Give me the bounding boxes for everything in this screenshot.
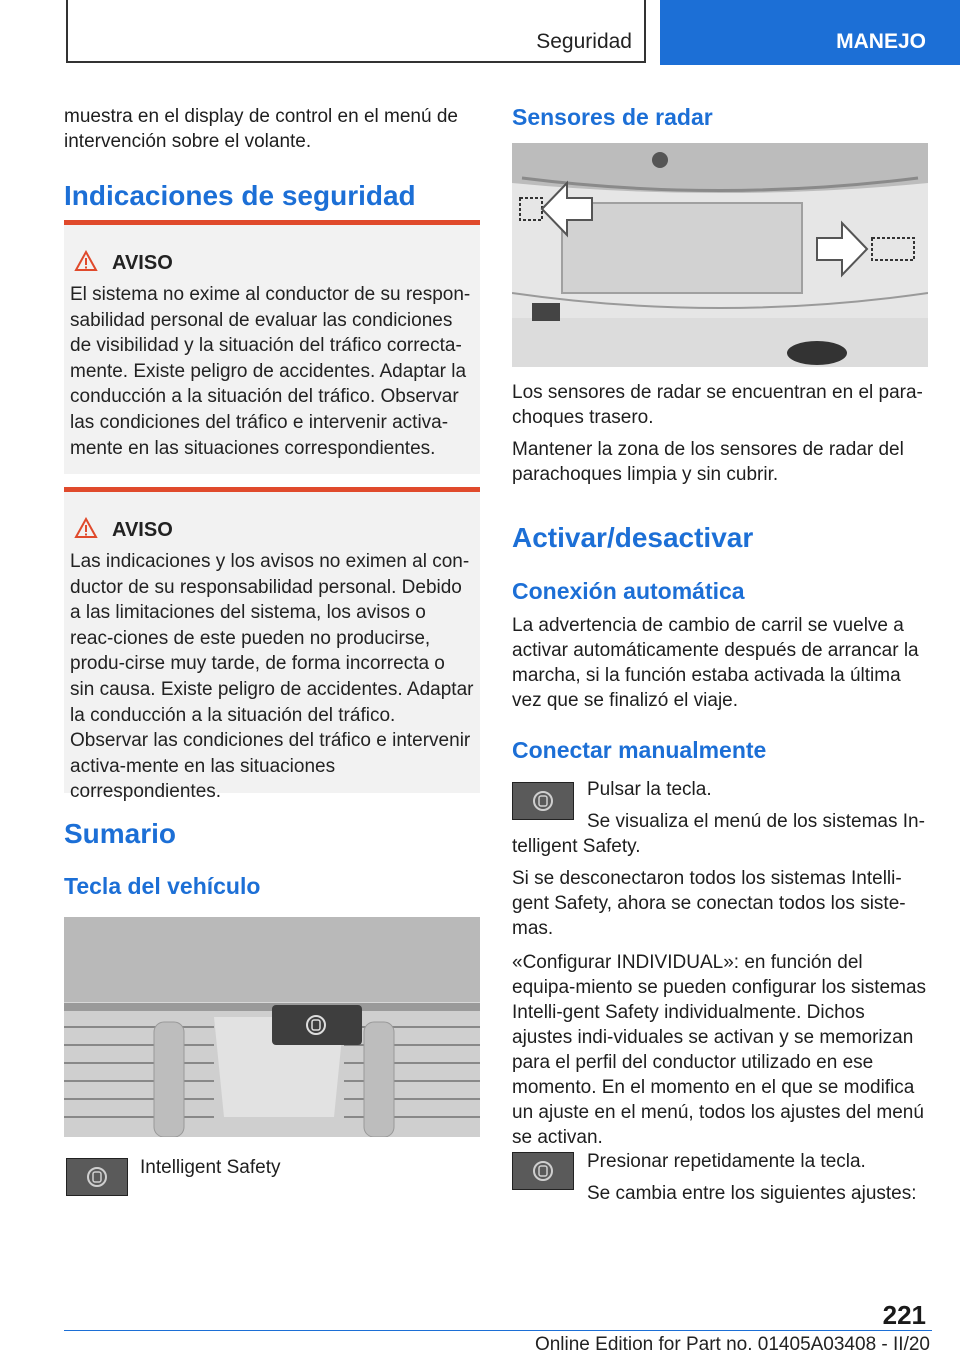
auto-text: La advertencia de cambio de carril se vuelve a activar automáticamente después de arrancar la marcha, si la función estaba activada la última vez que se finalizó el viaje. [512,615,919,711]
individual-text: «Configurar INDIVIDUAL»: en función del equipa-miento se pueden configurar los sistemas Intelli-gent Safety individualmente. Dichos ajustes indi-viduales se activan y se memorizan para el perfil del conductor utilizado en ese momento. En el momento en el que se modifica un ajuste en el menú, todos los ajustes del menú se activan. [512,952,927,1148]
running-header-box [66,0,646,63]
warning-box-1 [64,220,480,474]
warning-box-2 [64,487,480,803]
intelligent-safety-icon [513,1153,573,1189]
auto-heading: Conexión automática [512,578,745,604]
key-heading: Tecla del vehículo [64,873,261,899]
menu-shown-text: Se visualiza el menú de los sistemas In-telligent Safety. [512,811,925,857]
rear-bumper-radar-photo [512,143,928,367]
intelligent-safety-icon [67,1159,127,1195]
dashboard-key-photo [64,917,480,1137]
manual-heading: Conectar manualmente [512,737,767,763]
all-off-text: Si se desconectaron todos los sistemas Intelli-gent Safety, ahora se conectan todos los siste-mas. [512,868,906,939]
press-repeat-text: Presionar repetidamente la tecla. [587,1151,866,1172]
activate-heading: Activar/desactivar [512,522,754,553]
edition-note: Online Edition for Part no. 01405A03408 - II/20 [534,1334,930,1355]
warning-title-2: AVISO [112,519,173,541]
warning-text-1: El sistema no exime al conductor de su respon-sabilidad personal de evaluar las condiciones de visibilidad y la situación del tráfico correcta-mente. Existe peligro de accidentes. Adaptar la conducción a la situación del tráfico. Observar las condiciones del tráfico e intervenir activa-mente en las situaciones correspondientes. [70,284,471,459]
summary-heading: Sumario [64,818,177,849]
press-key-text: Pulsar la tecla. [587,779,712,800]
safety-heading: Indicaciones de seguridad [64,180,416,211]
chapter-tab [660,0,960,65]
intro-text: muestra en el display de control en el menú de intervención sobre el volante. [64,106,458,152]
intelligent-safety-key-image [66,1158,128,1196]
intelligent-safety-key-image [512,1152,574,1190]
footer-rule [64,1330,932,1331]
warning-triangle-icon [74,250,98,272]
radar-paragraph-1: Los sensores de radar se encuentran en el para-choques trasero. [512,382,923,428]
warning-triangle-icon [74,517,98,539]
switch-settings-text: Se cambia entre los siguientes ajustes: [587,1183,917,1204]
key-label: Intelligent Safety [140,1157,281,1178]
warning-text-2: Las indicaciones y los avisos no eximen al con-ductor de su responsabilidad personal. Debido a las limitaciones del sistema, los avisos o reac-ciones de este pueden no producirse, produ-cirse muy tarde, de forma incorrecta o sin causa. Existe peligro de accidentes. Adaptar la conducción a la situación del tráfico. Observar las condiciones del tráfico e intervenir activa-mente en las situaciones correspondientes. [70,551,474,803]
radar-paragraph-2: Mantener la zona de los sensores de radar del parachoques limpia y sin cubrir. [512,439,904,485]
radar-heading: Sensores de radar [512,104,713,130]
warning-title-1: AVISO [112,252,173,274]
section-label: Seguridad [536,30,632,53]
page-number: 221 [882,1300,926,1330]
chapter-label: MANEJO [836,30,926,53]
